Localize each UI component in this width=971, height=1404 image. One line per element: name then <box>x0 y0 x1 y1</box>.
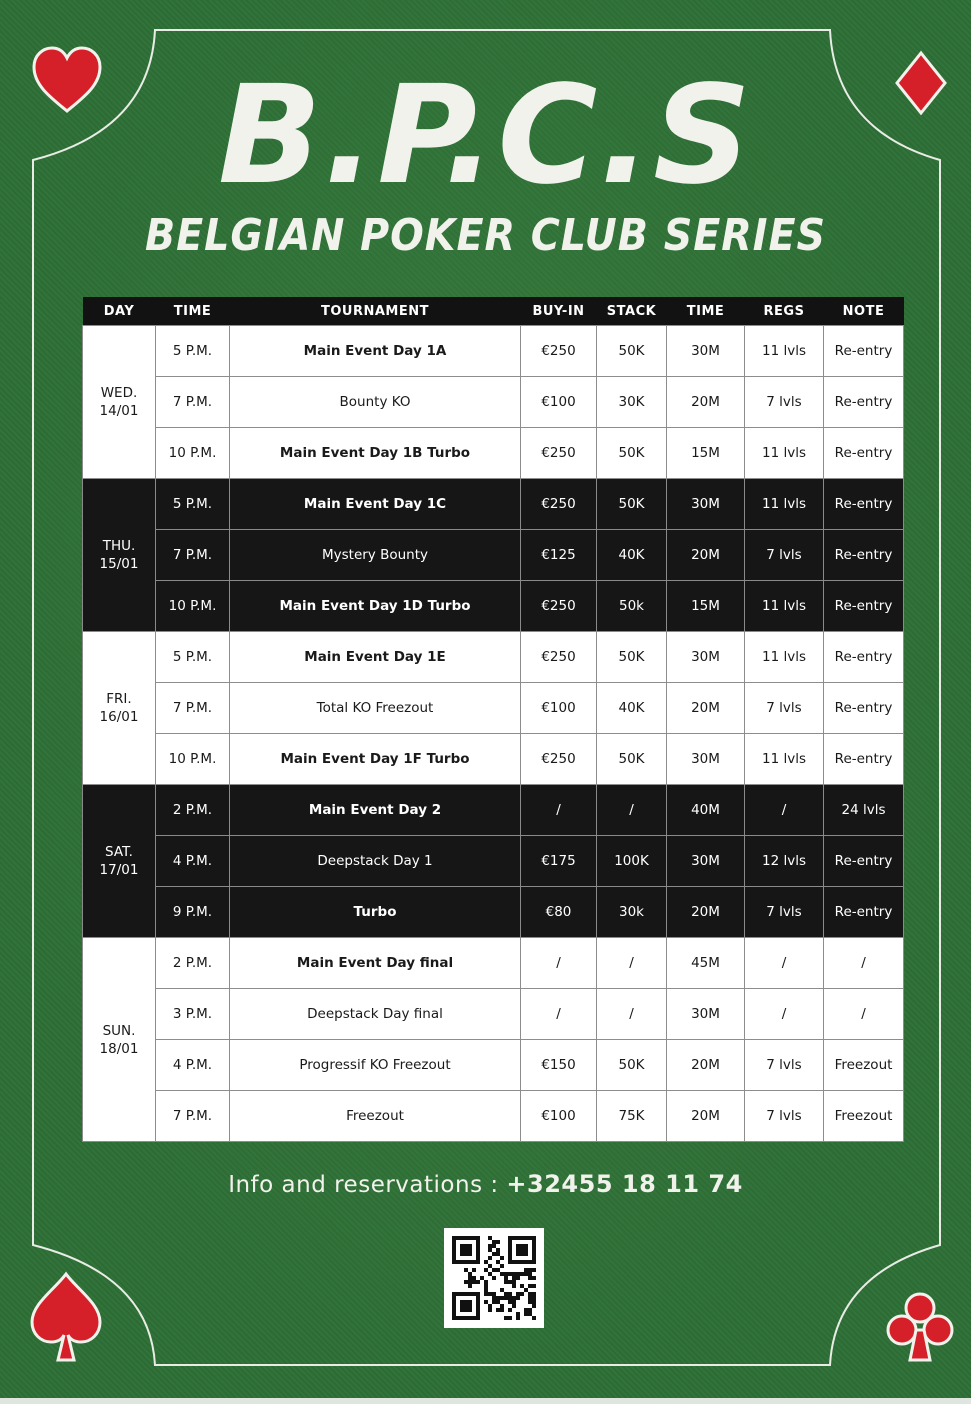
regs-cell: 12 lvls <box>745 836 824 887</box>
level-time-cell: 30M <box>667 734 745 785</box>
buyin-cell: €100 <box>521 1091 597 1142</box>
note-cell: Re-entry <box>824 836 904 887</box>
time-cell: 7 P.M. <box>156 377 230 428</box>
time-cell: 7 P.M. <box>156 683 230 734</box>
stack-cell: 50K <box>597 632 667 683</box>
time-cell: 10 P.M. <box>156 581 230 632</box>
stack-cell: 30K <box>597 377 667 428</box>
day-name: THU. <box>102 538 136 554</box>
tournament-cell: Total KO Freezout <box>230 683 521 734</box>
day-date: 15/01 <box>99 556 139 572</box>
info-label: Info and reservations : <box>228 1172 507 1198</box>
regs-cell: / <box>745 938 824 989</box>
table-row <box>83 530 904 581</box>
time-cell: 2 P.M. <box>156 785 230 836</box>
level-time-cell: 30M <box>667 836 745 887</box>
note-cell: 24 lvls <box>824 785 904 836</box>
time-cell: 5 P.M. <box>156 326 230 377</box>
table-row <box>83 887 904 938</box>
club-icon <box>884 1290 956 1366</box>
buyin-cell: €250 <box>521 326 597 377</box>
note-cell: Re-entry <box>824 326 904 377</box>
tournament-schedule-table <box>82 297 904 1142</box>
regs-cell: 7 lvls <box>745 377 824 428</box>
day-cell <box>83 938 156 1142</box>
buyin-cell: €150 <box>521 1040 597 1091</box>
stack-cell: 40K <box>597 530 667 581</box>
column-header-note: NOTE <box>824 297 904 326</box>
tournament-cell: Mystery Bounty <box>230 530 521 581</box>
table-row <box>83 734 904 785</box>
buyin-cell: / <box>521 785 597 836</box>
level-time-cell: 20M <box>667 1040 745 1091</box>
level-time-cell: 30M <box>667 326 745 377</box>
level-time-cell: 20M <box>667 530 745 581</box>
page-title: B.P.C.S <box>217 57 754 215</box>
regs-cell: 11 lvls <box>745 326 824 377</box>
regs-cell: 7 lvls <box>745 530 824 581</box>
table-row <box>83 1091 904 1142</box>
table-row <box>83 1040 904 1091</box>
stack-cell: 50K <box>597 1040 667 1091</box>
time-cell: 7 P.M. <box>156 1091 230 1142</box>
tournament-cell: Main Event Day 2 <box>230 785 521 836</box>
note-cell: Re-entry <box>824 887 904 938</box>
table-body <box>83 326 904 1142</box>
table-row <box>83 377 904 428</box>
level-time-cell: 15M <box>667 581 745 632</box>
tournament-cell: Deepstack Day 1 <box>230 836 521 887</box>
tournament-cell: Turbo <box>230 887 521 938</box>
day-cell <box>83 479 156 632</box>
buyin-cell: / <box>521 989 597 1040</box>
buyin-cell: €250 <box>521 632 597 683</box>
info-line <box>0 1170 971 1198</box>
table-row <box>83 479 904 530</box>
day-cell <box>83 785 156 938</box>
level-time-cell: 15M <box>667 428 745 479</box>
day-cell <box>83 632 156 785</box>
regs-cell: / <box>745 785 824 836</box>
stack-cell: 75K <box>597 1091 667 1142</box>
note-cell: Re-entry <box>824 530 904 581</box>
buyin-cell: €80 <box>521 887 597 938</box>
column-header-stack: STACK <box>597 297 667 326</box>
column-header-regs: REGS <box>745 297 824 326</box>
table-row <box>83 428 904 479</box>
level-time-cell: 30M <box>667 989 745 1040</box>
regs-cell: / <box>745 989 824 1040</box>
day-cell <box>83 326 156 479</box>
stack-cell: / <box>597 938 667 989</box>
note-cell: Freezout <box>824 1091 904 1142</box>
day-name: SUN. <box>102 1022 136 1039</box>
day-name: SAT. <box>105 844 133 860</box>
day-date: 14/01 <box>99 403 139 419</box>
stack-cell: 50k <box>597 581 667 632</box>
table-header-row <box>83 297 904 326</box>
tournament-cell: Freezout <box>230 1091 521 1142</box>
buyin-cell: €100 <box>521 377 597 428</box>
buyin-cell: / <box>521 938 597 989</box>
buyin-cell: €250 <box>521 428 597 479</box>
note-cell: / <box>824 938 904 989</box>
tournament-cell: Main Event Day 1E <box>230 632 521 683</box>
table-row <box>83 326 904 377</box>
column-header-time: TIME <box>156 297 230 326</box>
note-cell: Freezout <box>824 1040 904 1091</box>
time-cell: 9 P.M. <box>156 887 230 938</box>
spade-icon <box>28 1270 104 1366</box>
phone-number[interactable]: +32455 18 11 74 <box>506 1170 743 1198</box>
day-name: FRI. <box>106 691 132 707</box>
tournament-cell: Main Event Day 1F Turbo <box>230 734 521 785</box>
day-name: WED. <box>100 385 138 401</box>
time-cell: 5 P.M. <box>156 632 230 683</box>
table-row <box>83 683 904 734</box>
time-cell: 5 P.M. <box>156 479 230 530</box>
buyin-cell: €250 <box>521 479 597 530</box>
note-cell: / <box>824 989 904 1040</box>
table-row <box>83 938 904 989</box>
buyin-cell: €125 <box>521 530 597 581</box>
table-row <box>83 632 904 683</box>
column-header-buyin: BUY-IN <box>521 297 597 326</box>
tournament-cell: Main Event Day final <box>230 938 521 989</box>
buyin-cell: €100 <box>521 683 597 734</box>
table-row <box>83 581 904 632</box>
note-cell: Re-entry <box>824 734 904 785</box>
level-time-cell: 20M <box>667 887 745 938</box>
table-row <box>83 836 904 887</box>
tournament-cell: Main Event Day 1C <box>230 479 521 530</box>
qr-code[interactable] <box>444 1228 544 1328</box>
time-cell: 3 P.M. <box>156 989 230 1040</box>
stack-cell: / <box>597 989 667 1040</box>
level-time-cell: 30M <box>667 479 745 530</box>
stack-cell: / <box>597 785 667 836</box>
stack-cell: 40K <box>597 683 667 734</box>
tournament-cell: Main Event Day 1B Turbo <box>230 428 521 479</box>
note-cell: Re-entry <box>824 632 904 683</box>
note-cell: Re-entry <box>824 479 904 530</box>
regs-cell: 11 lvls <box>745 632 824 683</box>
regs-cell: 11 lvls <box>745 428 824 479</box>
tournament-cell: Progressif KO Freezout <box>230 1040 521 1091</box>
stack-cell: 50K <box>597 326 667 377</box>
stack-cell: 30k <box>597 887 667 938</box>
regs-cell: 11 lvls <box>745 734 824 785</box>
note-cell: Re-entry <box>824 428 904 479</box>
buyin-cell: €175 <box>521 836 597 887</box>
note-cell: Re-entry <box>824 581 904 632</box>
regs-cell: 7 lvls <box>745 887 824 938</box>
level-time-cell: 20M <box>667 377 745 428</box>
stack-cell: 50K <box>597 479 667 530</box>
table-row <box>83 785 904 836</box>
time-cell: 7 P.M. <box>156 530 230 581</box>
regs-cell: 11 lvls <box>745 479 824 530</box>
stack-cell: 100K <box>597 836 667 887</box>
stack-cell: 50K <box>597 734 667 785</box>
regs-cell: 7 lvls <box>745 1040 824 1091</box>
buyin-cell: €250 <box>521 734 597 785</box>
column-header-day: DAY <box>83 297 156 326</box>
column-header-level-time: TIME <box>667 297 745 326</box>
buyin-cell: €250 <box>521 581 597 632</box>
day-date: 16/01 <box>99 709 139 725</box>
page-subtitle: BELGIAN POKER CLUB SERIES <box>144 210 827 261</box>
time-cell: 4 P.M. <box>156 1040 230 1091</box>
tournament-cell: Deepstack Day final <box>230 989 521 1040</box>
level-time-cell: 40M <box>667 785 745 836</box>
day-date: 18/01 <box>99 1040 139 1057</box>
tournament-cell: Main Event Day 1A <box>230 326 521 377</box>
table-row <box>83 989 904 1040</box>
regs-cell: 11 lvls <box>745 581 824 632</box>
level-time-cell: 20M <box>667 683 745 734</box>
note-cell: Re-entry <box>824 683 904 734</box>
time-cell: 4 P.M. <box>156 836 230 887</box>
note-cell: Re-entry <box>824 377 904 428</box>
regs-cell: 7 lvls <box>745 1091 824 1142</box>
time-cell: 10 P.M. <box>156 734 230 785</box>
level-time-cell: 45M <box>667 938 745 989</box>
level-time-cell: 20M <box>667 1091 745 1142</box>
regs-cell: 7 lvls <box>745 683 824 734</box>
column-header-tournament: TOURNAMENT <box>230 297 521 326</box>
tournament-cell: Main Event Day 1D Turbo <box>230 581 521 632</box>
level-time-cell: 30M <box>667 632 745 683</box>
stack-cell: 50K <box>597 428 667 479</box>
time-cell: 2 P.M. <box>156 938 230 989</box>
time-cell: 10 P.M. <box>156 428 230 479</box>
day-date: 17/01 <box>99 862 139 878</box>
tournament-cell: Bounty KO <box>230 377 521 428</box>
